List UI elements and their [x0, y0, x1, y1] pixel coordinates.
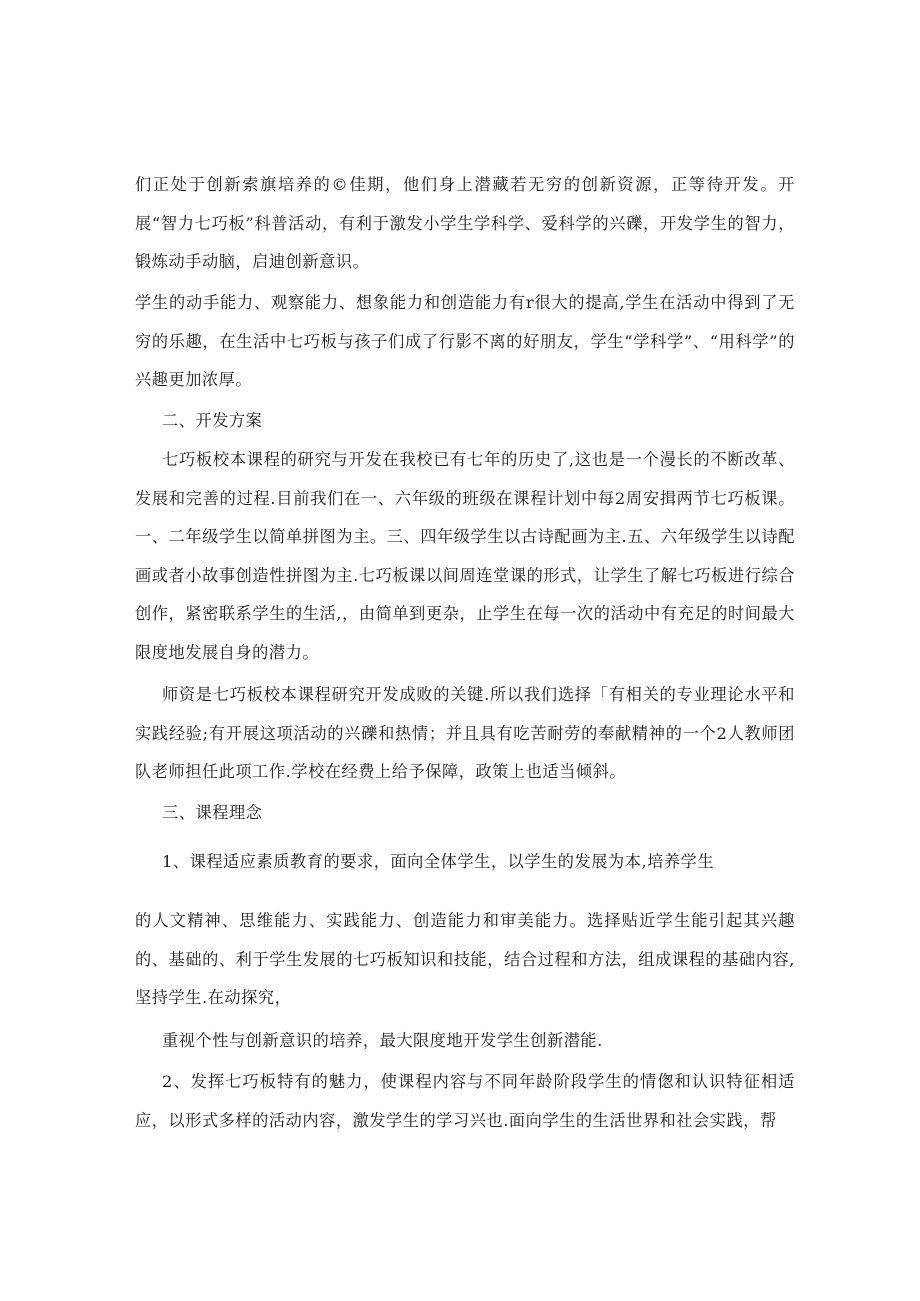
paragraph-student-ability: 学生的动手能力、观察能力、想象能力和创造能力有r很大的提高,学生在活动中得到了无穷的乐趣，在生活中七巧板与孩子们成了行影不离的好朋友，学生“学科学”、“用科学”的兴趣更加浓厚。 [135, 293, 795, 389]
paragraph-development-plan: 七巧板校本课程的研究与开发在我校已有七年的历史了,这也是一个漫长的不断改革、发展和完善的过程.目前我们在一、六年级的班级在课程计划中每2周安揖两节七巧板课。一、二年级学生以简单拼图为主。三、四年级学生以古诗配画为主.五、六年级学生以诗配画或者小故事创造性拼图为主.七巧板课以间周连堂课的形式，让学生了解七巧板进行综合创作，紧密联系学生的生活,，由简单到更杂，止学生在每一次的活动中有充足的时间最大限度地发展自身的潜力。 [135, 450, 795, 662]
paragraph-teachers: 师资是七巧板校本课程研究开发成败的关键.所以我们选择「有相关的专业理论水平和实践经验;有开展这项活动的兴礫和热情；并且具有吃苦耐劳的奉献精神的一个2人教师团队老师担任此项工作.学校在经费上给予保障，政策上也适当倾斜。 [135, 685, 795, 781]
paragraph-philosophy-1: 1、课程适应素质教育的要求，面向全体学生，以学生的发展为本,培养学生 [162, 852, 715, 871]
section-heading-development-plan: 二、开发方案 [162, 411, 263, 430]
paragraph-intro: 们正处于创新索旗培养的©佳期，他们身上潜藏若无穷的创新资源，正等待开发。开展“智力七巧板”科普活动，有利于激发小学生学科学、爱科学的兴礫，开发学生的智力，锻炼动手动脑，启迪创新意识。 [135, 175, 795, 271]
paragraph-innovation: 重视个性与创新意识的培养，最大限度地开发学生创新潜能. [162, 1031, 603, 1050]
paragraph-philosophy-2: 2、发挥七巧板特有的魅力，使课程内容与不同年龄阶段学生的情偬和认识特征相适应，以形式多样的活动内容，激发学生的学习兴也.面向学生的生活世界和社会实践，帮 [135, 1072, 795, 1130]
section-heading-course-philosophy: 三、课程理念 [162, 803, 263, 822]
paragraph-philosophy-1-continued: 的人文精神、思维能力、实践能力、创造能力和审美能力。选择贴近学生能引起其兴趣的、基础的、利于学生发展的七巧板知识和技能，结合过程和方法，组成课程的基础内容,坚持学生.在动探究， [135, 911, 795, 1007]
